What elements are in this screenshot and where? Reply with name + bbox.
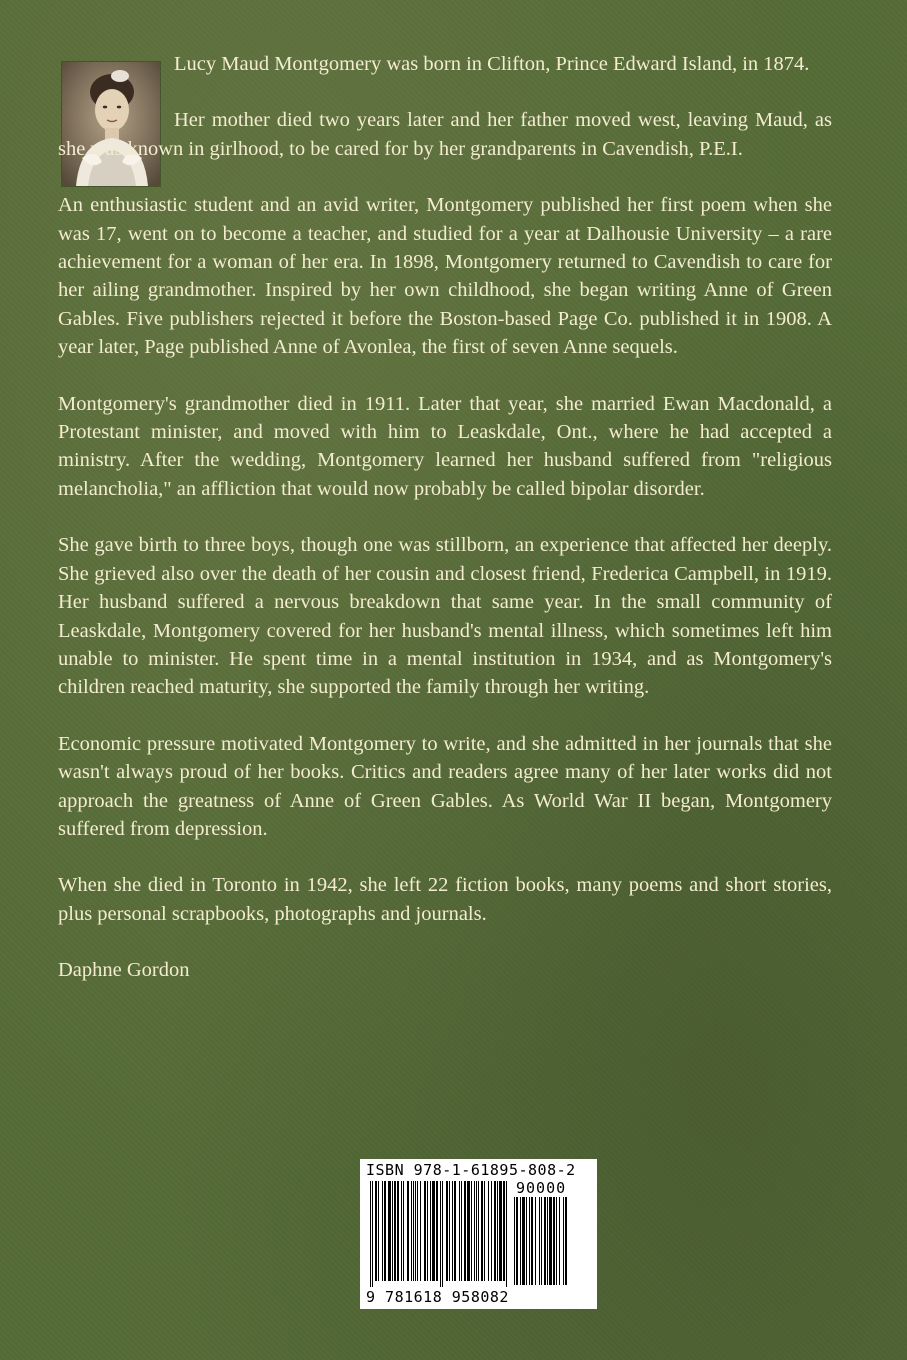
barcode-bar	[420, 1181, 421, 1281]
barcode-bar	[415, 1181, 416, 1281]
barcode-bar	[407, 1181, 409, 1281]
bio-paragraph-7: When she died in Toronto in 1942, she left 22 fiction books, many poems and short stories, plus personal scrapbooks, photographs and journals.	[58, 874, 832, 925]
barcode-bar	[461, 1181, 462, 1281]
bio-paragraph-2: Her mother died two years later and her father moved west, leaving Maud, as she was known in girlhood, to be cared for by her grandparents in Cavendish, P.E.I.	[58, 109, 832, 160]
barcode-bar	[452, 1181, 453, 1281]
barcode-bar	[559, 1197, 560, 1285]
barcode-bar	[565, 1197, 567, 1285]
barcode-bar	[378, 1181, 379, 1281]
barcode-bar	[384, 1181, 386, 1281]
barcode-bar	[514, 1197, 515, 1285]
barcode-bar	[427, 1181, 428, 1281]
barcode-bar	[449, 1181, 450, 1281]
ean-bars	[370, 1181, 510, 1289]
barcode-bar	[488, 1181, 489, 1281]
barcode-bar	[503, 1181, 505, 1281]
addon-bars	[514, 1197, 592, 1287]
barcode-bar	[484, 1181, 485, 1281]
barcode-bar	[446, 1181, 448, 1281]
barcode-bar	[531, 1197, 533, 1285]
barcode-bar	[430, 1181, 431, 1281]
barcode-bar	[413, 1181, 414, 1281]
barcode-bar	[549, 1197, 552, 1285]
barcode-bar	[520, 1197, 521, 1285]
barcode-bar	[522, 1197, 525, 1285]
bio-paragraph-4: Montgomery's grandmother died in 1911. Later that year, she married Ewan Macdonald, a Protestant minister, and moved with him to Leaskdale, Ont., where he had accepted a ministry. After the wedding, Montgomery learned her husband suffered from "religious melancholia," an affliction that would now probably be called bipolar disorder.	[58, 392, 832, 500]
barcode-bar	[459, 1181, 460, 1281]
barcode-bar	[547, 1197, 548, 1285]
barcode-bar	[411, 1181, 412, 1281]
bio-paragraph-5: She gave birth to three boys, though one was stillborn, an experience that affected her deeply. She grieved also over the death of her cousin and closest friend, Frederica Campbell, in 1919. Her husband suffered a nervous breakdown that same year. In the small community of Leaskdale, Montgomery covered for her husband's mental illness, which sometimes left him unable to minister. He spent time in a mental institution in 1934, and as Montgomery's children reached maturity, she supported the family through her writing.	[58, 534, 832, 699]
barcode-bar	[541, 1197, 542, 1285]
barcode-bar	[526, 1197, 527, 1285]
barcode-bar	[388, 1181, 391, 1281]
bio-paragraph-1: Lucy Maud Montgomery was born in Clifton, Prince Edward Island, in 1874.	[174, 53, 810, 75]
author-signature: Daphne Gordon	[58, 959, 190, 982]
barcode-bar	[553, 1197, 555, 1285]
isbn-label: ISBN 978-1-61895-808-2	[366, 1161, 576, 1179]
barcode-bar	[432, 1181, 435, 1281]
barcode-bar	[417, 1181, 418, 1281]
barcode-bar	[464, 1181, 466, 1281]
barcode-bar	[436, 1181, 438, 1281]
barcode-bar	[539, 1197, 540, 1285]
barcode-bar	[499, 1181, 502, 1281]
barcode-bar	[544, 1197, 546, 1285]
barcode-bar	[494, 1181, 496, 1281]
barcode-bar	[403, 1181, 404, 1281]
barcode-bar	[467, 1181, 470, 1281]
barcode-bar	[481, 1181, 483, 1281]
barcode-bar	[476, 1181, 477, 1281]
barcode-bar	[375, 1181, 377, 1281]
barcode-bar	[370, 1181, 371, 1287]
barcode-bar	[563, 1197, 564, 1285]
bio-paragraph-3: An enthusiastic student and an avid writer, Montgomery published her first poem when she was 17, went on to become a teacher, and studied for a year at Dalhousie University – a rare achievement for a woman of her era. In 1898, Montgomery returned to Cavendish to care for her ailing grandmother. Inspired by her own childhood, she began writing Anne of Green Gables. Five publishers rejected it before the Boston-based Page Co. published it in 1908. A year later, Page published Anne of Avonlea, the first of seven Anne sequels.	[58, 194, 832, 359]
author-biography	[58, 50, 832, 1013]
barcode-bar	[471, 1181, 472, 1281]
barcode-bar	[372, 1181, 373, 1287]
barcode-bar	[392, 1181, 393, 1281]
barcode-bar	[506, 1181, 507, 1287]
price-code: 90000	[516, 1179, 567, 1197]
barcode-bar	[394, 1181, 396, 1281]
barcode-bar	[474, 1181, 475, 1281]
barcode-bar	[535, 1197, 536, 1285]
isbn-barcode	[360, 1159, 597, 1309]
barcode-bar	[516, 1197, 518, 1285]
barcode-bar	[440, 1181, 441, 1287]
barcode-bar	[497, 1181, 498, 1281]
ean-digits: 9 781618 958082	[366, 1288, 509, 1306]
barcode-bar	[478, 1181, 479, 1281]
bio-paragraph-6: Economic pressure motivated Montgomery to write, and she admitted in her journals that she wasn't always proud of her books. Critics and readers agree many of her later works did not approach the greatness of Anne of Green Gables. As World War II began, Montgomery suffered from depression.	[58, 732, 832, 840]
barcode-bar	[529, 1197, 530, 1285]
barcode-bar	[491, 1181, 492, 1281]
barcode-bar	[424, 1181, 426, 1281]
barcode-bar	[397, 1181, 399, 1281]
barcode-bar	[401, 1181, 402, 1281]
barcode-bar	[556, 1197, 557, 1285]
barcode-bar	[382, 1181, 383, 1281]
barcode-bar	[442, 1181, 443, 1287]
barcode-bar	[454, 1181, 456, 1281]
